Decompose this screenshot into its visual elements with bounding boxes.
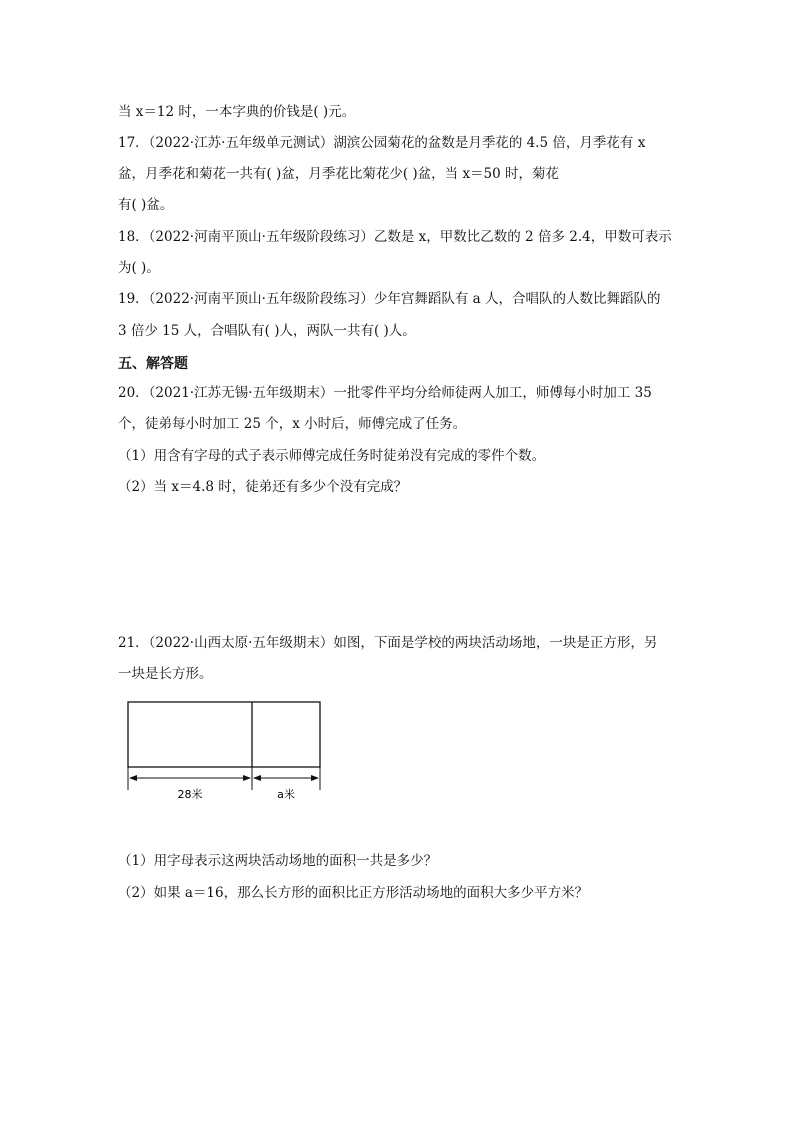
label-a-m: a米	[277, 788, 295, 801]
q21-line-1: 21．（2022·山西太原·五年级期末）如图，下面是学校的两块活动场地，一块是正方形，另	[118, 635, 658, 651]
playground-figure	[118, 690, 338, 810]
q19-line-1: 19．（2022·河南平顶山·五年级阶段练习）少年宫舞蹈队有 a 人，合唱队的人数比舞蹈队的	[118, 291, 661, 307]
q18-line-2: 为( )。	[118, 260, 160, 276]
outer-rectangle	[128, 702, 320, 767]
q17-line-3: 有( )盆。	[118, 197, 174, 213]
arrow-right-start	[253, 775, 261, 781]
q20-sub-1: （1）用含有字母的式子表示师傅完成任务时徒弟没有完成的零件个数。	[118, 448, 546, 464]
q21-line-2: 一块是长方形。	[118, 666, 213, 682]
q20-line-2: 个，徒弟每小时加工 25 个，x 小时后，师傅完成了任务。	[118, 416, 467, 432]
q18-line-1: 18．（2022·河南平顶山·五年级阶段练习）乙数是 x，甲数比乙数的 2 倍多 2.4，甲数可表示	[118, 229, 672, 245]
q20-line-1: 20．（2021·江苏无锡·五年级期末）一批零件平均分给师徒两人加工，师傅每小时加工 35	[118, 385, 652, 401]
q19-line-2: 3 倍少 15 人，合唱队有( )人，两队一共有( )人。	[118, 323, 416, 339]
q17-line-2: 盆，月季花和菊花一共有( )盆，月季花比菊花少( )盆，当 x＝50 时，菊花	[118, 166, 560, 182]
label-28m: 28米	[177, 788, 203, 801]
q20-sub-2: （2）当 x＝4.8 时，徒弟还有多少个没有完成？	[118, 479, 408, 495]
section-title-answers: 五、解答题	[118, 356, 188, 372]
arrow-left-start	[129, 775, 137, 781]
q16-tail-line: 当 x＝12 时，一本字典的价钱是( )元。	[118, 104, 356, 120]
arrow-left-end	[243, 775, 251, 781]
q17-line-1: 17．（2022·江苏·五年级单元测试）湖滨公园菊花的盆数是月季花的 4.5 倍，月季花有 x	[118, 135, 646, 151]
arrow-right-end	[311, 775, 319, 781]
q21-sub-2: （2）如果 a＝16，那么长方形的面积比正方形活动场地的面积大多少平方米？	[118, 885, 589, 901]
q21-sub-1: （1）用字母表示这两块活动场地的面积一共是多少？	[118, 853, 438, 869]
playground-diagram	[118, 690, 338, 810]
